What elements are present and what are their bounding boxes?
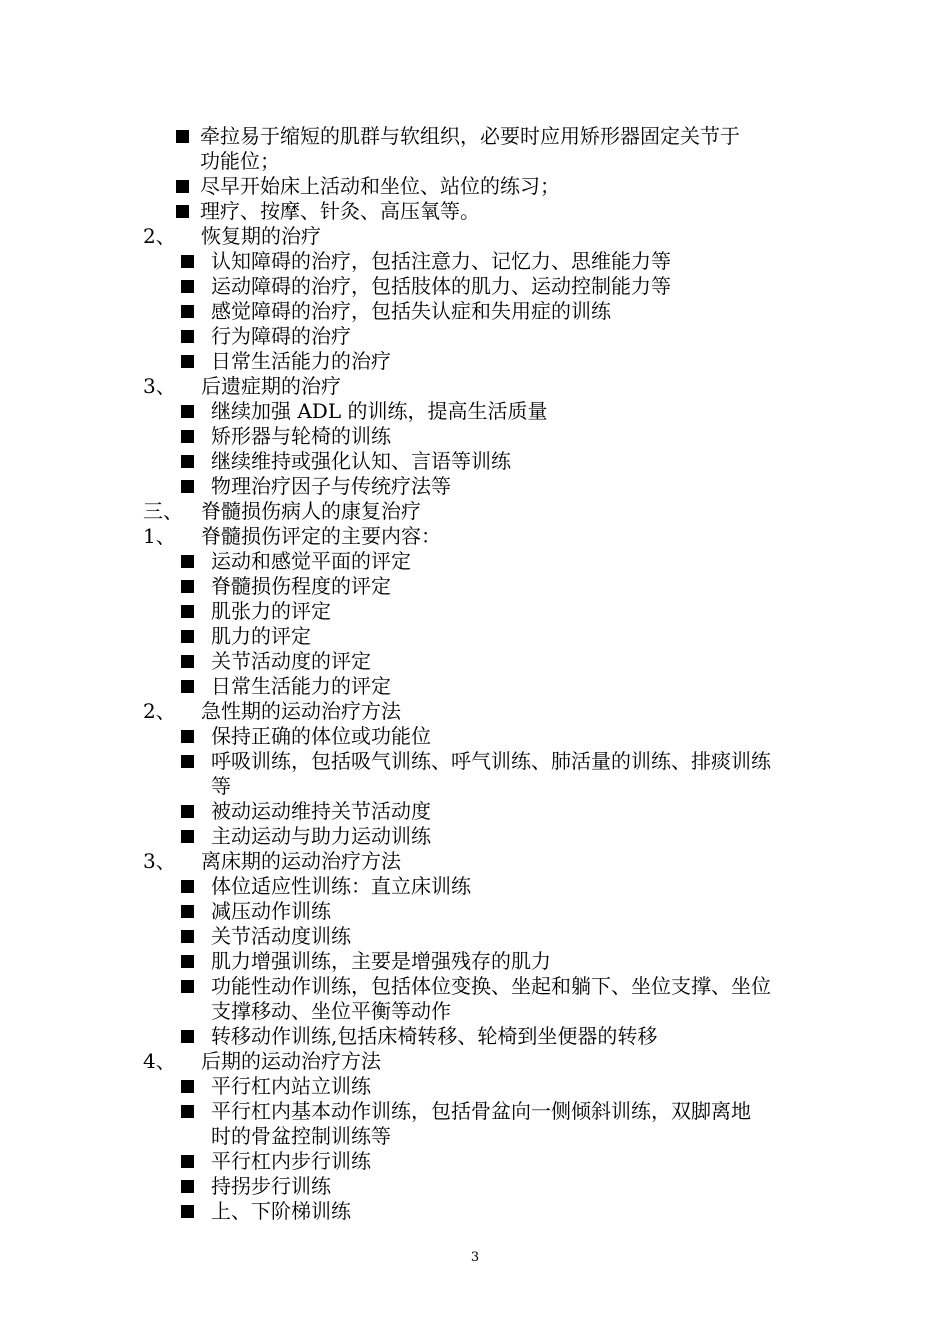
list-item-text: 认知障碍的治疗，包括注意力、记忆力、思维能力等 [211,249,671,273]
square-bullet-icon [181,1105,194,1118]
list-item-text: 继续维持或强化认知、言语等训练 [211,449,511,473]
list-item-text: 继续加强 ADL 的训练，提高生活质量 [211,399,548,423]
list-item-text: 被动运动维持关节活动度 [211,799,431,823]
square-bullet-icon [181,1155,194,1168]
square-bullet-icon [181,455,194,468]
list-item-text: 功能性动作训练，包括体位变换、坐起和躺下、坐位支撑、坐位 [211,974,771,998]
list-item-text: 时的骨盆控制训练等 [211,1124,391,1148]
section-number: 三、 [143,499,183,523]
section-number: 3、 [143,374,176,398]
section-heading: 脊髓损伤病人的康复治疗 [201,499,421,523]
square-bullet-icon [181,1180,194,1193]
square-bullet-icon [181,305,194,318]
list-item-text: 持拐步行训练 [211,1174,331,1198]
square-bullet-icon [176,205,189,218]
list-item-text: 矫形器与轮椅的训练 [211,424,391,448]
square-bullet-icon [181,480,194,493]
list-item-text: 物理治疗因子与传统疗法等 [211,474,451,498]
square-bullet-icon [181,1205,194,1218]
list-item-text: 功能位； [200,149,280,173]
square-bullet-icon [181,830,194,843]
square-bullet-icon [181,605,194,618]
list-item-text: 支撑移动、坐位平衡等动作 [211,999,451,1023]
section-number: 3、 [143,849,176,873]
list-item-text: 运动障碍的治疗，包括肢体的肌力、运动控制能力等 [211,274,671,298]
square-bullet-icon [181,555,194,568]
square-bullet-icon [181,1080,194,1093]
square-bullet-icon [181,280,194,293]
square-bullet-icon [181,405,194,418]
square-bullet-icon [181,430,194,443]
square-bullet-icon [181,680,194,693]
square-bullet-icon [181,255,194,268]
section-heading: 后遗症期的治疗 [201,374,341,398]
list-item-text: 关节活动度的评定 [211,649,371,673]
square-bullet-icon [181,805,194,818]
square-bullet-icon [181,730,194,743]
square-bullet-icon [176,180,189,193]
list-item-text: 平行杠内站立训练 [211,1074,371,1098]
section-heading: 离床期的运动治疗方法 [201,849,401,873]
section-number: 2、 [143,224,176,248]
list-item-text: 运动和感觉平面的评定 [211,549,411,573]
list-item-text: 保持正确的体位或功能位 [211,724,431,748]
section-heading: 后期的运动治疗方法 [201,1049,381,1073]
list-item-text: 呼吸训练，包括吸气训练、呼气训练、肺活量的训练、排痰训练 [211,749,771,773]
section-number: 1、 [143,524,176,548]
list-item-text: 牵拉易于缩短的肌群与软组织，必要时应用矫形器固定关节于 [200,124,740,148]
list-item-text: 行为障碍的治疗 [211,324,351,348]
list-item-text: 等 [211,774,231,798]
list-item-text: 上、下阶梯训练 [211,1199,351,1223]
list-item-text: 减压动作训练 [211,899,331,923]
square-bullet-icon [181,630,194,643]
section-number: 4、 [143,1049,176,1073]
square-bullet-icon [181,330,194,343]
section-heading: 急性期的运动治疗方法 [201,699,401,723]
list-item-text: 日常生活能力的治疗 [211,349,391,373]
square-bullet-icon [181,655,194,668]
list-item-text: 尽早开始床上活动和坐位、站位的练习； [200,174,560,198]
list-item-text: 肌力的评定 [211,624,311,648]
list-item-text: 感觉障碍的治疗，包括失认症和失用症的训练 [211,299,611,323]
square-bullet-icon [181,355,194,368]
square-bullet-icon [181,1030,194,1043]
list-item-text: 转移动作训练,包括床椅转移、轮椅到坐便器的转移 [211,1024,658,1048]
list-item-text: 主动运动与助力运动训练 [211,824,431,848]
square-bullet-icon [176,130,189,143]
list-item-text: 体位适应性训练：直立床训练 [211,874,471,898]
square-bullet-icon [181,980,194,993]
square-bullet-icon [181,580,194,593]
list-item-text: 理疗、按摩、针灸、高压氧等。 [200,199,480,223]
section-heading: 脊髓损伤评定的主要内容： [201,524,441,548]
square-bullet-icon [181,955,194,968]
list-item-text: 肌张力的评定 [211,599,331,623]
square-bullet-icon [181,880,194,893]
list-item-text: 日常生活能力的评定 [211,674,391,698]
square-bullet-icon [181,930,194,943]
list-item-text: 关节活动度训练 [211,924,351,948]
list-item-text: 平行杠内基本动作训练，包括骨盆向一侧倾斜训练，双脚离地 [211,1099,751,1123]
square-bullet-icon [181,905,194,918]
page-number: 3 [470,1250,480,1265]
section-heading: 恢复期的治疗 [201,224,321,248]
list-item-text: 脊髓损伤程度的评定 [211,574,391,598]
list-item-text: 平行杠内步行训练 [211,1149,371,1173]
section-number: 2、 [143,699,176,723]
list-item-text: 肌力增强训练，主要是增强残存的肌力 [211,949,551,973]
square-bullet-icon [181,755,194,768]
